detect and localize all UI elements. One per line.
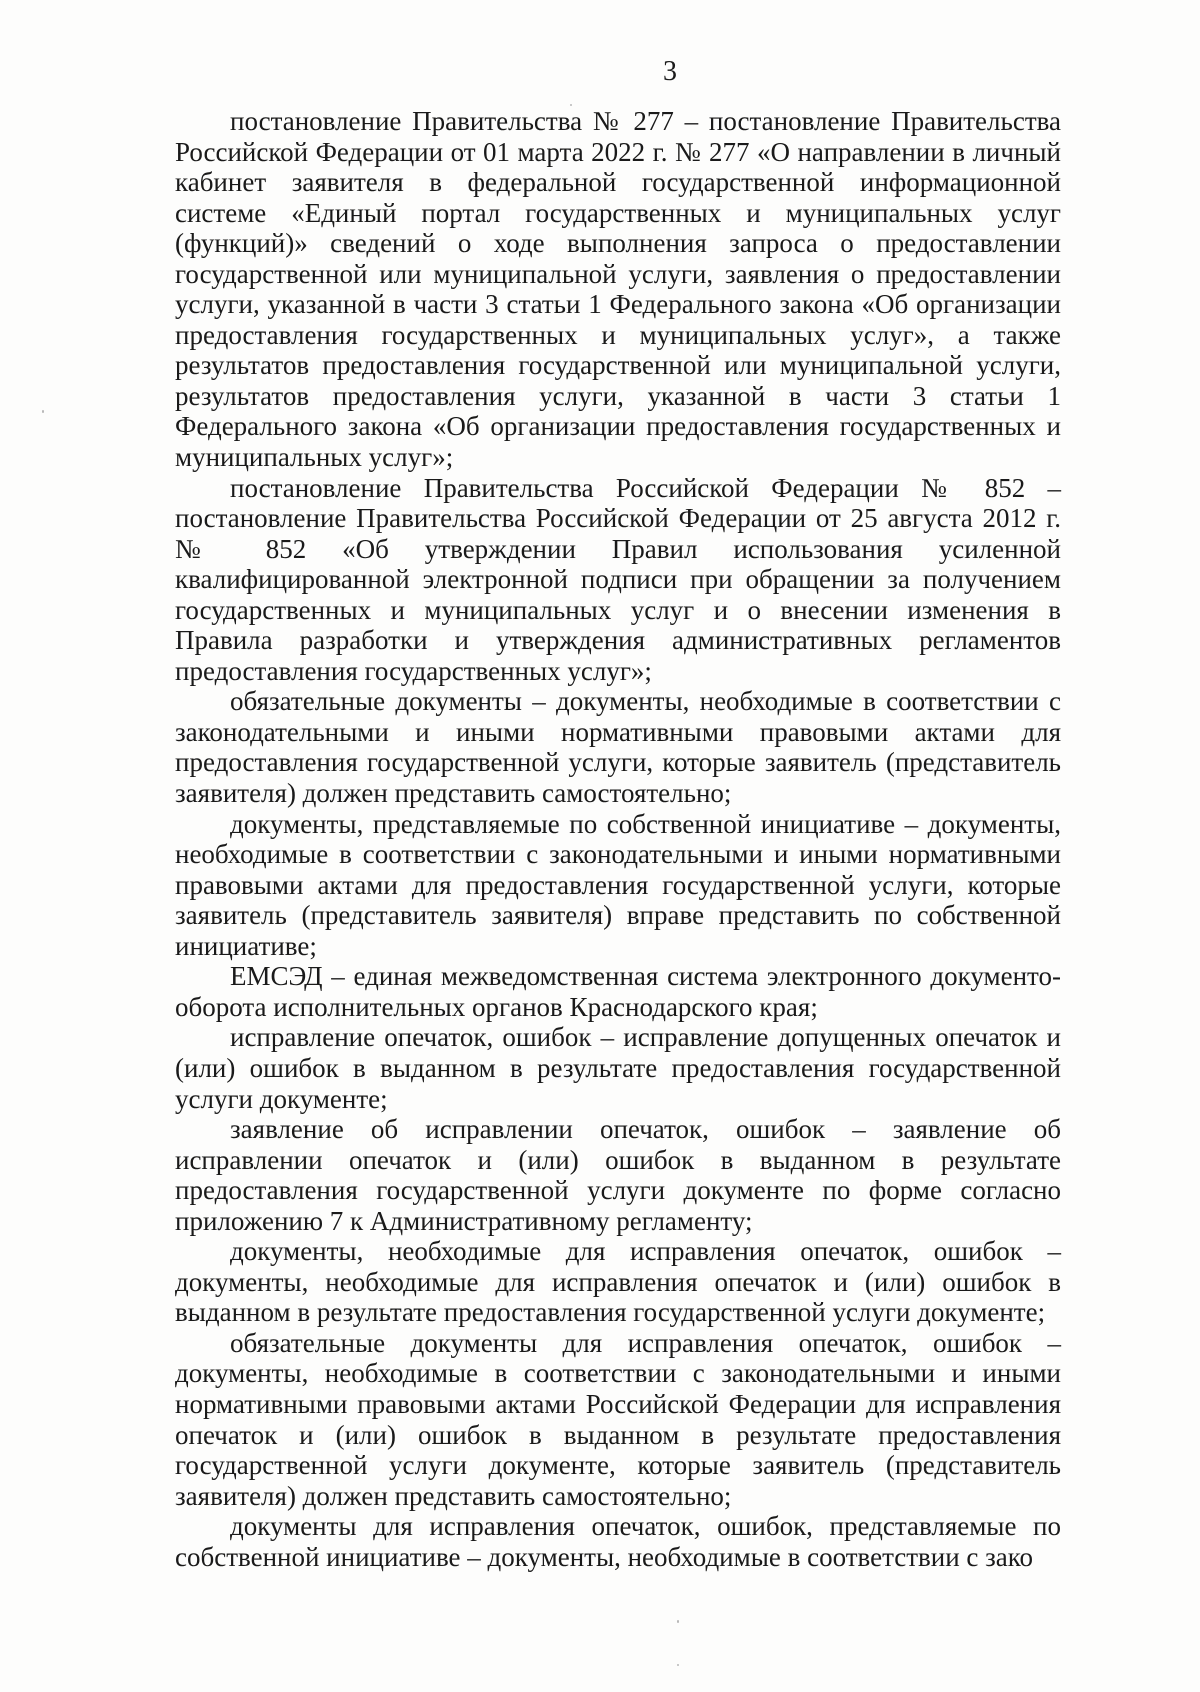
paragraph-definition-resolution-277: постановление Правительства № 277 – постановление Правительства Российской Федерации от 01 марта 2022 г. № 277 «О направлении в личный кабинет заявителя в федеральной государственной информационной системе «Единый портал государственных и муниципальных услуг (функций)» сведений о ходе выполнения запроса о предоставлении государственной или муниципальной услуги, заявления о предоставлении услуги, указанной в части 3 статьи 1 Федерального закона «Об организации предоставления государственных и муниципальных услуг», а также результатов предоставления государственной или муниципальной услуги, результатов предоставления услуги, указанной в части 3 статьи 1 Федерального закона «Об организации предоставления государственных и муниципальных услуг»; <box>175 106 1061 473</box>
paragraph-definition-mandatory-correction-documents: обязательные документы для исправления опечаток, ошибок – документы, необходимые в соответствии с законодательными и иными нормативными правовыми актами Российской Федерации для исправления опечаток и (или) ошибок в выданном в результате предоставления государственной услуги документе, которые заявитель (представитель заявителя) должен представить самостоятельно; <box>175 1327 1061 1511</box>
paragraph-definition-mandatory-documents: обязательные документы – документы, необходимые в соответствии с законодательными и иными нормативными правовыми актами для предоставления государственной услуги, которые заявитель (представитель заявителя) должен представить самостоятельно; <box>175 686 1061 809</box>
paragraph-definition-emsed: ЕМСЭД – единая межведомственная система электронного документооборота исполнительных органов Краснодарского края; <box>175 961 1061 1022</box>
paragraph-definition-error-correction: исправление опечаток, ошибок – исправление допущенных опечаток и (или) ошибок в выданном в результате предоставления государственной услуги документе; <box>175 1022 1061 1114</box>
paragraph-definition-own-initiative-correction-documents: документы для исправления опечаток, ошибок, представляемые по собственной инициативе – документы, необходимые в соответствии с зако <box>175 1511 1061 1572</box>
scan-speck <box>677 1664 679 1666</box>
paragraph-definition-correction-documents: документы, необходимые для исправления опечаток, ошибок – документы, необходимые для исправления опечаток и (или) ошибок в выданном в результате предоставления государственной услуги документе; <box>175 1236 1061 1328</box>
document-body <box>175 106 1061 1572</box>
paragraph-definition-correction-application: заявление об исправлении опечаток, ошибок – заявление об исправлении опечаток и (или) ошибок в выданном в результате предоставления государственной услуги документе по форме согласно приложению 7 к Административному регламенту; <box>175 1114 1061 1236</box>
scan-speck <box>570 104 572 106</box>
paragraph-definition-own-initiative-documents: документы, представляемые по собственной инициативе – документы, необходимые в соответствии с законодательными и иными нормативными правовыми актами для предоставления государственной услуги, которые заявитель (представитель заявителя) вправе представить по собственной инициативе; <box>175 808 1061 961</box>
scan-speck <box>42 410 44 413</box>
paragraph-definition-resolution-852: постановление Правительства Российской Федерации № 852 – постановление Правительства Российской Федерации от 25 августа 2012 г. № 852 «Об утверждении Правил использования усиленной квалифицированной электронной подписи при обращении за получением государственных и муниципальных услуг и о внесении изменения в Правила разработки и утверждения административных регламентов предоставления государственных услуг»; <box>175 472 1061 686</box>
scan-speck <box>677 1620 679 1623</box>
page-number: 3 <box>663 56 677 87</box>
